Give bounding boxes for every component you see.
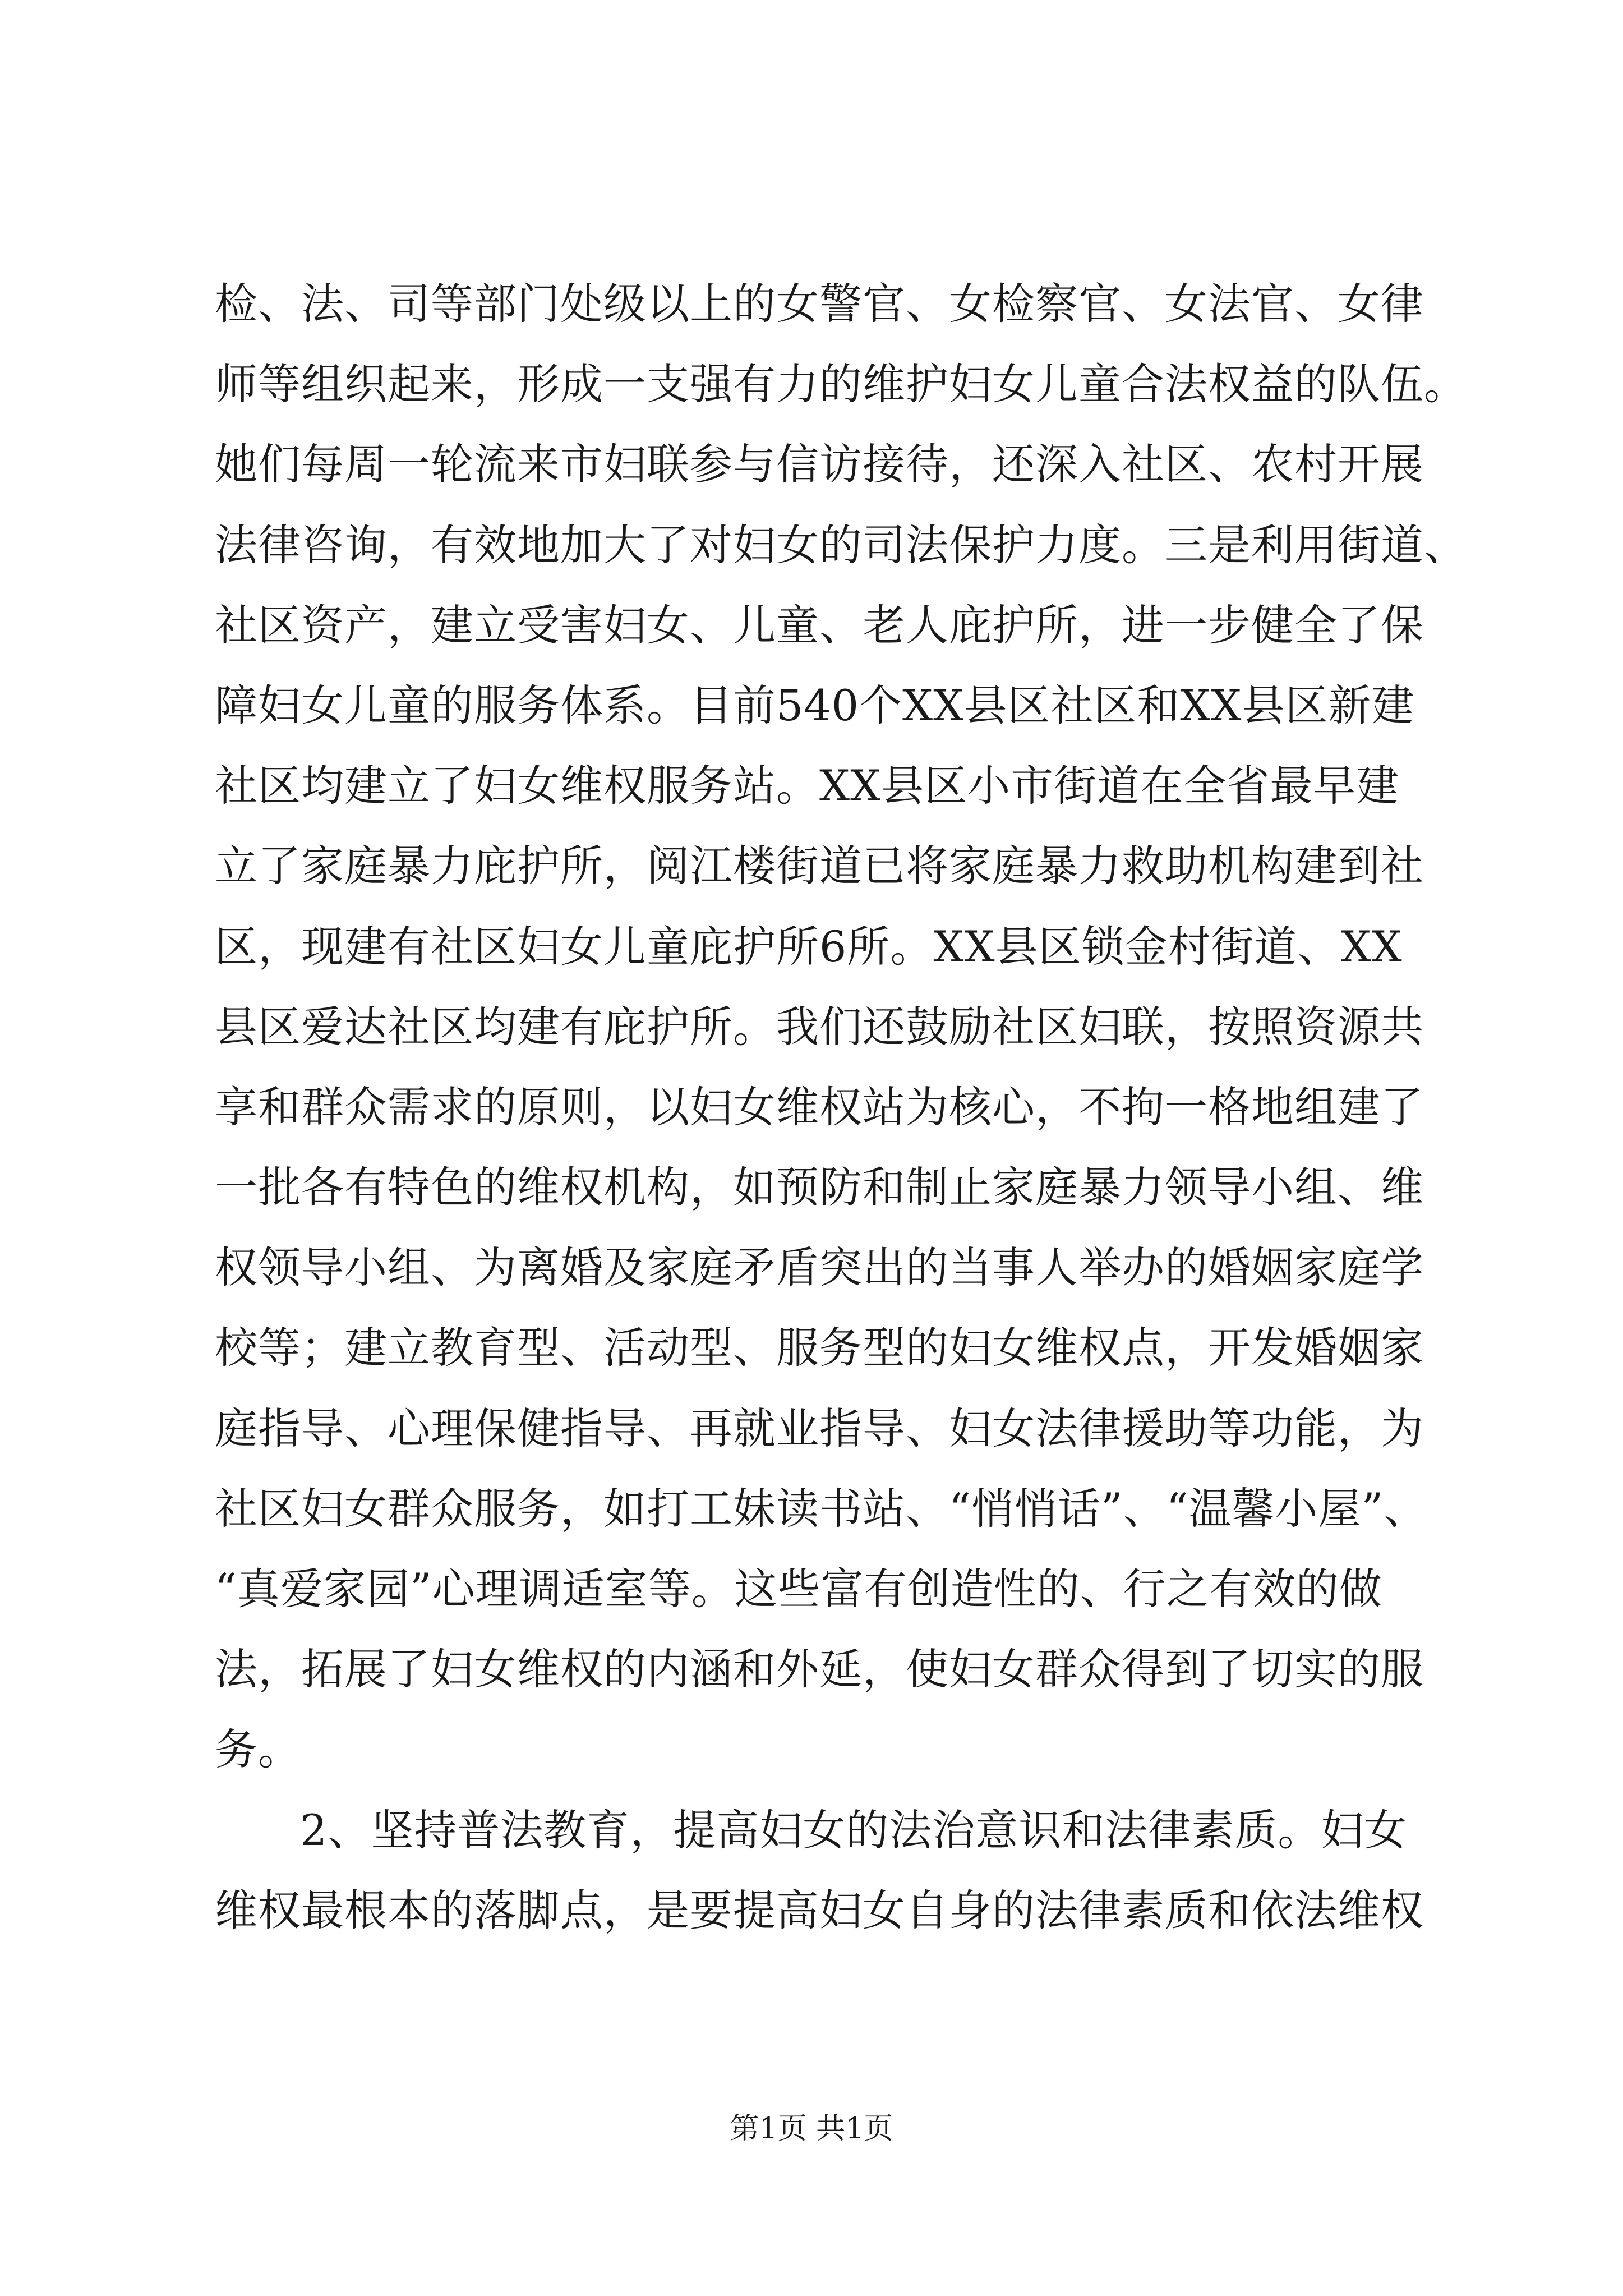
text-line: 享和群众需求的原则，以妇女维权站为核心，不拘一格地组建了 [215, 1082, 1424, 1132]
page-number-label: 第1页 共1页 [730, 2112, 893, 2146]
text-line: 社区妇女群众服务，如打工妹读书站、“悄悄话”、“温馨小屋”、 [215, 1483, 1427, 1534]
text-line: 法，拓展了妇女维权的内涵和外延，使妇女群众得到了切实的服 [215, 1644, 1424, 1695]
page-footer [0, 2109, 1623, 2148]
text-line: 检、法、司等部门处级以上的女警官、女检察官、女法官、女律 [215, 279, 1424, 329]
text-line: 她们每周一轮流来市妇联参与信访接待，还深入社区、农村开展 [215, 439, 1424, 490]
text-line: 一批各有特色的维权机构，如预防和制止家庭暴力领导小组、维 [215, 1162, 1424, 1213]
text-line: 庭指导、心理保健指导、再就业指导、妇女法律援助等功能，为 [215, 1403, 1424, 1453]
text-line: 法律咨询，有效地加大了对妇女的司法保护力度。三是利用街道、 [215, 519, 1467, 570]
text-line: “真爱家园”心理调适室等。这些富有创造性的、行之有效的做 [215, 1564, 1382, 1614]
paragraph-start-line: 2、坚持普法教育，提高妇女的法治意识和法律素质。妇女 [300, 1805, 1408, 1855]
text-line: 务。 [215, 1724, 301, 1775]
text-line: 县区爱达社区均建有庇护所。我们还鼓励社区妇联，按照资源共 [215, 1001, 1424, 1052]
text-line: 师等组织起来，形成一支强有力的维护妇女儿童合法权益的队伍。 [215, 359, 1467, 409]
text-line: 立了家庭暴力庇护所，阅江楼街道已将家庭暴力救助机构建到社 [215, 841, 1424, 891]
text-line: 社区均建立了妇女维权服务站。XX县区小市街道在全省最早建 [215, 761, 1400, 811]
text-line: 权领导小组、为离婚及家庭矛盾突出的当事人举办的婚姻家庭学 [215, 1243, 1424, 1293]
text-line: 社区资产，建立受害妇女、儿童、老人庇护所，进一步健全了保 [215, 600, 1424, 650]
text-line: 障妇女儿童的服务体系。目前540个XX县区社区和XX县区新建 [215, 680, 1415, 730]
text-line: 校等；建立教育型、活动型、服务型的妇女维权点，开发婚姻家 [215, 1323, 1424, 1373]
text-line: 区，现建有社区妇女儿童庇护所6所。XX县区锁金村街道、XX [215, 921, 1403, 972]
body-text [215, 264, 1493, 1950]
text-line: 维权最根本的落脚点，是要提高妇女自身的法律素质和依法维权 [215, 1885, 1424, 1935]
